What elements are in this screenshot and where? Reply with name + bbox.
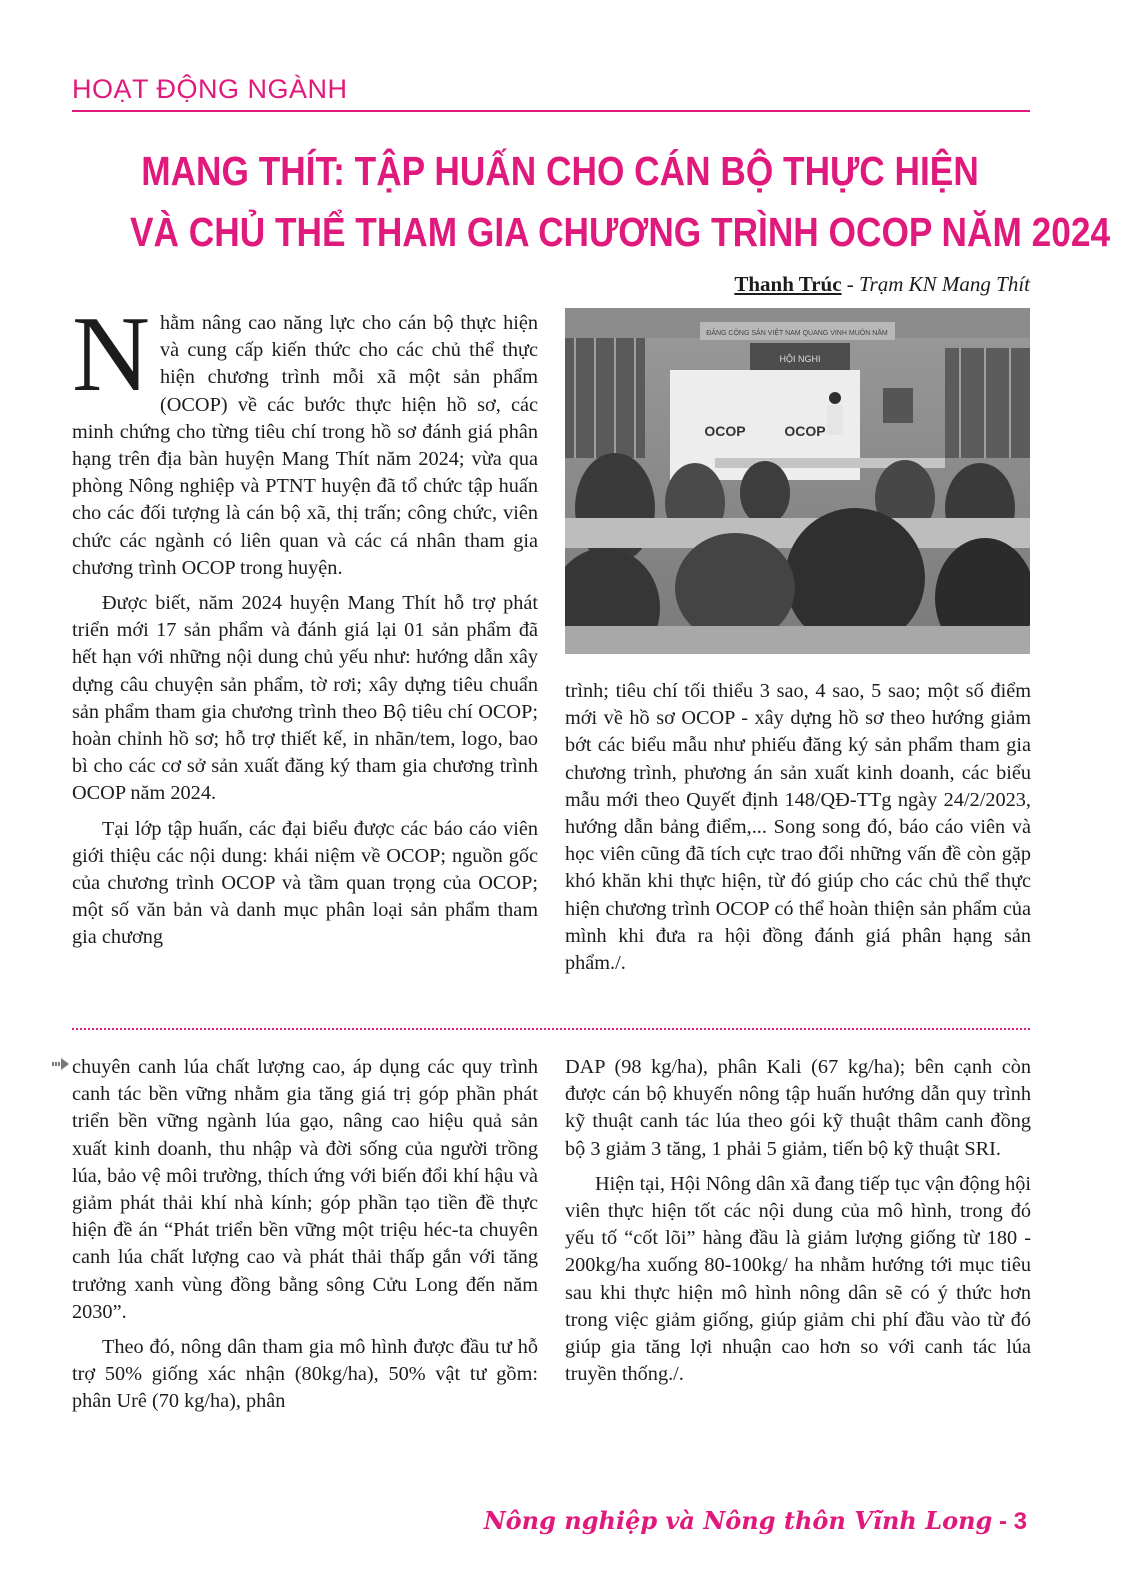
- article-left-column: [72, 295, 538, 952]
- section-divider: [72, 1028, 1030, 1030]
- drop-cap: N: [72, 295, 150, 414]
- article-paragraph-4: trình; tiêu chí tối thiểu 3 sao, 4 sao, 5 sao; một số điểm mới về hồ sơ OCOP - xây dựng hồ sơ theo hướng giảm bớt các biểu mẫu như phiếu đăng ký sản phẩm tham gia chương trình, phương án sản xuất kinh doanh, các biểu mẫu mới theo Quyết định 148/QĐ-TTg ngày 24/2/2023, hướng dẫn bảng điểm,... Song song đó, báo cáo viên và học viên cũng đã tích cực trao đổi những vấn đề còn gặp khó khăn khi thực hiện, từ đó giúp cho các chủ thể thực hiện chương trình OCOP có thể hoàn thiện sản phẩm của mình khi đưa ra hội đồng đánh giá phân hạng sản phẩm./.: [565, 680, 1031, 975]
- continued-paragraph-3: DAP (98 kg/ha), phân Kali (67 kg/ha); bên cạnh còn được cán bộ khuyến nông tập huấn hướng dẫn quy trình kỹ thuật canh tác lúa theo gói kỹ thuật thâm canh đồng bộ 3 giảm 3 tăng, 1 phải 5 giảm, tiến bộ kỹ thuật SRI.: [565, 1056, 1031, 1160]
- article-right-column: [565, 678, 1031, 977]
- section-label: HOẠT ĐỘNG NGÀNH: [72, 74, 348, 104]
- article-photo: [565, 308, 1030, 654]
- article-paragraph-3: Tại lớp tập huấn, các đại biểu được các báo cáo viên giới thiệu các nội dung: khái niệm về OCOP; nguồn gốc của chương trình OCOP và tầm quan trọng của OCOP; một số văn bản và danh mục phân loại sản phẩm tham gia chương: [72, 817, 538, 949]
- continued-left-column: [72, 1054, 538, 1416]
- byline-separator: -: [841, 272, 860, 296]
- photo-slide-text-1: OCOP: [704, 423, 746, 439]
- continued-paragraph-1: chuyên canh lúa chất lượng cao, áp dụng các quy trình canh tác bền vững nhằm gia tăng giá trị góp phần phát triển bền vững ngành lúa gạo, nâng cao hiệu quả sản xuất kinh doanh, thu nhập và đời sống của người trồng lúa, bảo vệ môi trường, thích ứng với biến đổi khí hậu và giảm phát thải khí nhà kính; góp phần tạo tiền đề thực hiện đề án “Phát triển bền vững một triệu héc-ta chuyên canh lúa chất lượng cao và phát thải thấp gắn với tăng trưởng xanh vùng đồng bằng sông Cửu Long đến năm 2030”.: [72, 1056, 538, 1323]
- continued-right-column: [565, 1054, 1031, 1388]
- continued-paragraph-4: Hiện tại, Hội Nông dân xã đang tiếp tục vận động hội viên thực hiện tốt các nội dung của mô hình, trong đó yếu tố “cốt lõi” hàng đầu là giảm lượng giống từ 180 - 200kg/ha xuống 80-100kg/ ha nhằm hướng tới mục tiêu sau khi thực hiện mô hình nông dân sẽ có ý thức hơn trong việc giảm giống, giúp giảm chi phí đầu vào từ đó giúp gia tăng lợi nhuận cao hơn so với canh tác lúa truyền thống./.: [565, 1172, 1031, 1386]
- photo-banner-top: ĐẢNG CỘNG SẢN VIỆT NAM QUANG VINH MUÔN NĂM: [706, 330, 888, 337]
- section-rule: [72, 110, 1030, 112]
- photo-slide-text-2: OCOP: [784, 423, 826, 439]
- byline: [734, 272, 1030, 297]
- page-footer: [484, 1506, 1027, 1536]
- footer-separator: -: [992, 1508, 1014, 1535]
- page-number: 3: [1013, 1508, 1027, 1535]
- author-name: Thanh Trúc: [734, 272, 842, 296]
- article-paragraph-1: [72, 295, 538, 582]
- continued-paragraph-2: Theo đó, nông dân tham gia mô hình được đầu tư hỗ trợ 50% giống xác nhận (80kg/ha), 50% vật tư gồm: phân Urê (70 kg/ha), phân: [72, 1336, 538, 1413]
- magazine-name: Nông nghiệp và Nông thôn Vĩnh Long: [483, 1506, 993, 1535]
- photo-banner-title: HỘI NGHI: [779, 354, 821, 364]
- article-paragraph-1-text: hằm nâng cao năng lực cho cán bộ thực hiện và cung cấp kiến thức cho các chủ thể thực hiện chương trình mỗi xã một sản phẩm (OCOP) về các bước thực hiện hồ sơ, các minh chứng cho từng tiêu chí trong hồ sơ đánh giá phân hạng trên địa bàn huyện Mang Thít năm 2024; vừa qua phòng Nông nghiệp và PTNT huyện đã tổ chức tập huấn cho các đối tượng là cán bộ xã, thị trấn; công chức, viên chức các ngành có liên quan và các cá nhân tham gia chương trình OCOP trong huyện.: [72, 312, 538, 579]
- arrow-right-icon: [52, 1057, 70, 1071]
- article-title-line-2: VÀ CHỦ THỂ THAM GIA CHƯƠNG TRÌNH OCOP NĂM 2024: [130, 209, 1111, 255]
- article-title-line-1: MANG THÍT: TẬP HUẤN CHO CÁN BỘ THỰC HIỆN: [141, 148, 979, 194]
- author-organization: Trạm KN Mang Thít: [859, 272, 1030, 296]
- article-paragraph-2: Được biết, năm 2024 huyện Mang Thít hỗ trợ phát triển mới 17 sản phẩm và đánh giá lại 01 sản phẩm đã hết hạn với những nội dung chủ yếu như: hướng dẫn xây dựng câu chuyện sản phẩm, tờ rơi; xây dựng tiêu chuẩn sản phẩm tham gia chương trình theo Bộ tiêu chí OCOP; hoàn chỉnh hồ sơ; hỗ trợ thiết kế, in nhãn/tem, logo, bao bì cho các cơ sở sản xuất đăng ký tham gia chương trình OCOP năm 2024.: [72, 592, 538, 805]
